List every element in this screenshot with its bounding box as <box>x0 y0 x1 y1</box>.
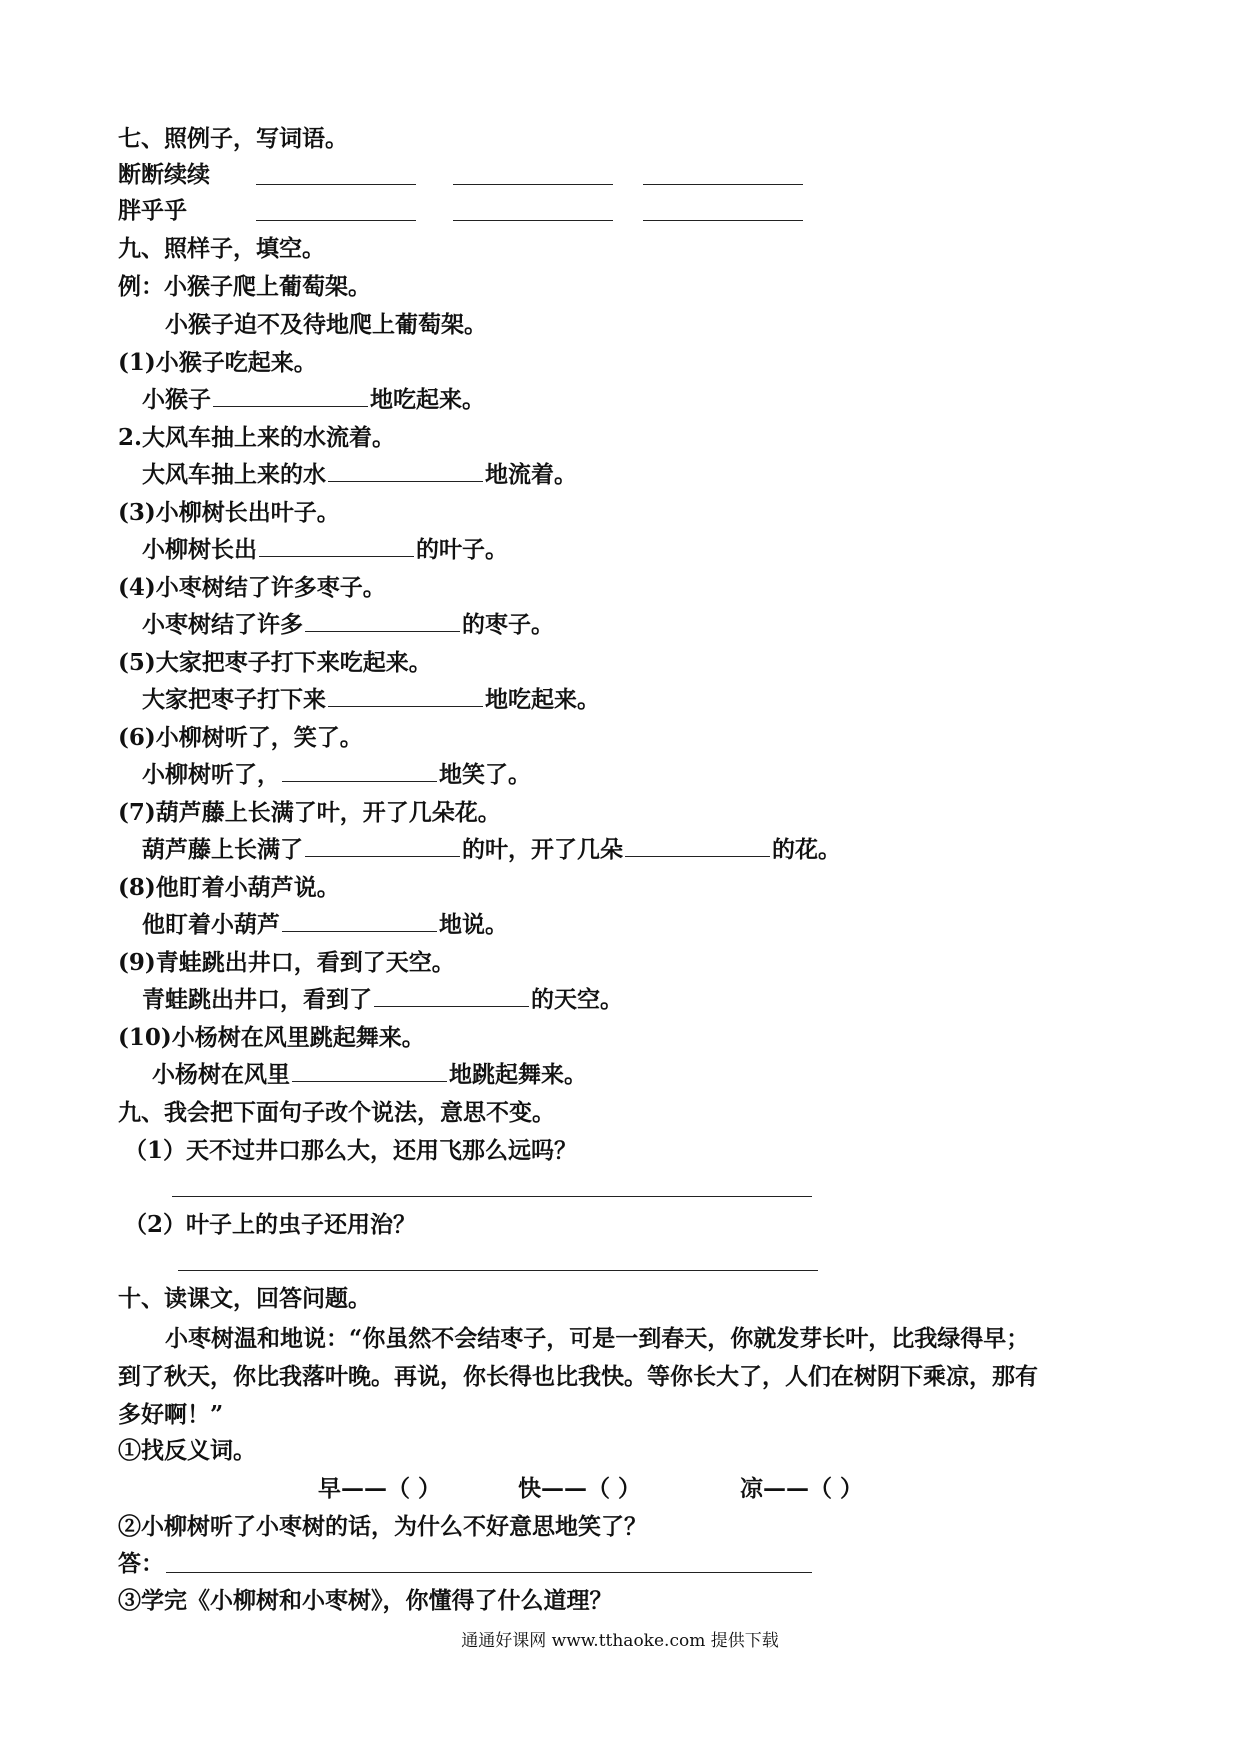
question: (6)小柳树听了，笑了。 <box>118 724 363 751</box>
fill-sentence <box>142 760 531 790</box>
fill-pre: 小柳树听了， <box>142 761 280 788</box>
fill-post: 地吃起来。 <box>370 386 485 413</box>
rewrite-question: （2）叶子上的虫子还用治？ <box>124 1211 417 1238</box>
antonym-item[interactable]: 凉——（ ） <box>740 1475 864 1502</box>
answer-blank[interactable] <box>256 184 416 185</box>
fill-post: 的花。 <box>772 836 841 863</box>
answer-blank[interactable] <box>292 1061 447 1082</box>
fill-sentence <box>142 610 554 640</box>
fill-pre: 葫芦藤上长满了 <box>142 836 303 863</box>
answer-blank[interactable] <box>453 184 613 185</box>
question: ②小柳树听了小枣树的话，为什么不好意思地笑了？ <box>118 1513 647 1540</box>
answer-blank[interactable] <box>625 836 770 857</box>
example-sentence: 例：小猴子爬上葡萄架。 <box>118 273 371 300</box>
question: (8)他盯着小葫芦说。 <box>118 874 340 901</box>
page-footer: 通通好课网 www.tthaoke.com 提供下载 <box>461 1631 779 1651</box>
fill-sentence <box>142 835 841 865</box>
example-sentence: 小猴子迫不及待地爬上葡萄架。 <box>165 311 487 338</box>
reading-passage-line: 多好啊！” <box>118 1401 224 1428</box>
fill-pre: 大家把枣子打下来 <box>142 686 326 713</box>
section-7-title: 七、照例子，写词语。 <box>118 125 348 152</box>
fill-pre: 小杨树在风里 <box>152 1061 290 1088</box>
question: (9)青蛙跳出井口，看到了天空。 <box>118 949 455 976</box>
fill-pre: 大风车抽上来的水 <box>142 461 326 488</box>
answer-blank[interactable] <box>256 220 416 221</box>
answer-label: 答： <box>118 1550 164 1577</box>
fill-sentence <box>152 1060 587 1090</box>
fill-post: 地笑了。 <box>439 761 531 788</box>
question: ①找反义词。 <box>118 1437 256 1464</box>
fill-sentence <box>142 535 508 565</box>
answer-blank[interactable] <box>374 986 529 1007</box>
antonym-item[interactable]: 早——（ ） <box>318 1475 442 1502</box>
fill-post: 地跳起舞来。 <box>449 1061 587 1088</box>
answer-blank[interactable] <box>453 220 613 221</box>
question: (5)大家把枣子打下来吃起来。 <box>118 649 432 676</box>
fill-pre: 小枣树结了许多 <box>142 611 303 638</box>
section-9-title: 九、照样子，填空。 <box>118 235 325 262</box>
fill-pre: 青蛙跳出井口，看到了 <box>142 986 372 1013</box>
answer-blank[interactable] <box>259 536 414 557</box>
antonym-item[interactable]: 快——（ ） <box>518 1475 642 1502</box>
section-10-title: 十、读课文，回答问题。 <box>118 1285 371 1312</box>
answer-blank[interactable] <box>643 220 803 221</box>
question: (7)葫芦藤上长满了叶，开了几朵花。 <box>118 799 501 826</box>
fill-sentence <box>142 910 508 940</box>
answer-line[interactable] <box>172 1196 812 1197</box>
answer-blank[interactable] <box>282 911 437 932</box>
fill-post: 的天空。 <box>531 986 623 1013</box>
example-word: 胖乎乎 <box>118 197 187 224</box>
fill-post: 的枣子。 <box>462 611 554 638</box>
answer-blank[interactable] <box>643 184 803 185</box>
answer-blank[interactable] <box>328 686 483 707</box>
question: (10)小杨树在风里跳起舞来。 <box>118 1024 425 1051</box>
question: ③学完《小柳树和小枣树》，你懂得了什么道理？ <box>118 1587 613 1614</box>
fill-post: 地流着。 <box>485 461 577 488</box>
answer-blank[interactable] <box>328 461 483 482</box>
question: (4)小枣树结了许多枣子。 <box>118 574 386 601</box>
fill-post: 地吃起来。 <box>485 686 600 713</box>
answer-blank[interactable] <box>305 836 460 857</box>
reading-passage-line: 到了秋天，你比我落叶晚。再说，你长得也比我快。等你长大了，人们在树阴下乘凉，那有 <box>118 1363 1038 1390</box>
fill-sentence <box>142 460 577 490</box>
rewrite-question: （1）天不过井口那么大，还用飞那么远吗？ <box>124 1137 578 1164</box>
fill-sentence <box>142 685 600 715</box>
fill-post: 地说。 <box>439 911 508 938</box>
reading-passage-line: 小枣树温和地说：“你虽然不会结枣子，可是一到春天，你就发芽长叶，比我绿得早； <box>165 1325 1030 1352</box>
answer-line[interactable] <box>166 1572 812 1573</box>
answer-blank[interactable] <box>213 386 368 407</box>
fill-pre: 小柳树长出 <box>142 536 257 563</box>
question: (3)小柳树长出叶子。 <box>118 499 340 526</box>
answer-blank[interactable] <box>305 611 460 632</box>
fill-pre: 小猴子 <box>142 386 211 413</box>
fill-sentence <box>142 985 623 1015</box>
fill-mid: 的叶，开了几朵 <box>462 836 623 863</box>
section-9b-title: 九、我会把下面句子改个说法，意思不变。 <box>118 1099 555 1126</box>
question: 2.大风车抽上来的水流着。 <box>118 424 396 451</box>
fill-sentence <box>142 385 485 415</box>
answer-blank[interactable] <box>282 761 437 782</box>
answer-line[interactable] <box>178 1270 818 1271</box>
fill-post: 的叶子。 <box>416 536 508 563</box>
question: (1)小猴子吃起来。 <box>118 349 317 376</box>
fill-pre: 他盯着小葫芦 <box>142 911 280 938</box>
example-word: 断断续续 <box>118 161 210 188</box>
